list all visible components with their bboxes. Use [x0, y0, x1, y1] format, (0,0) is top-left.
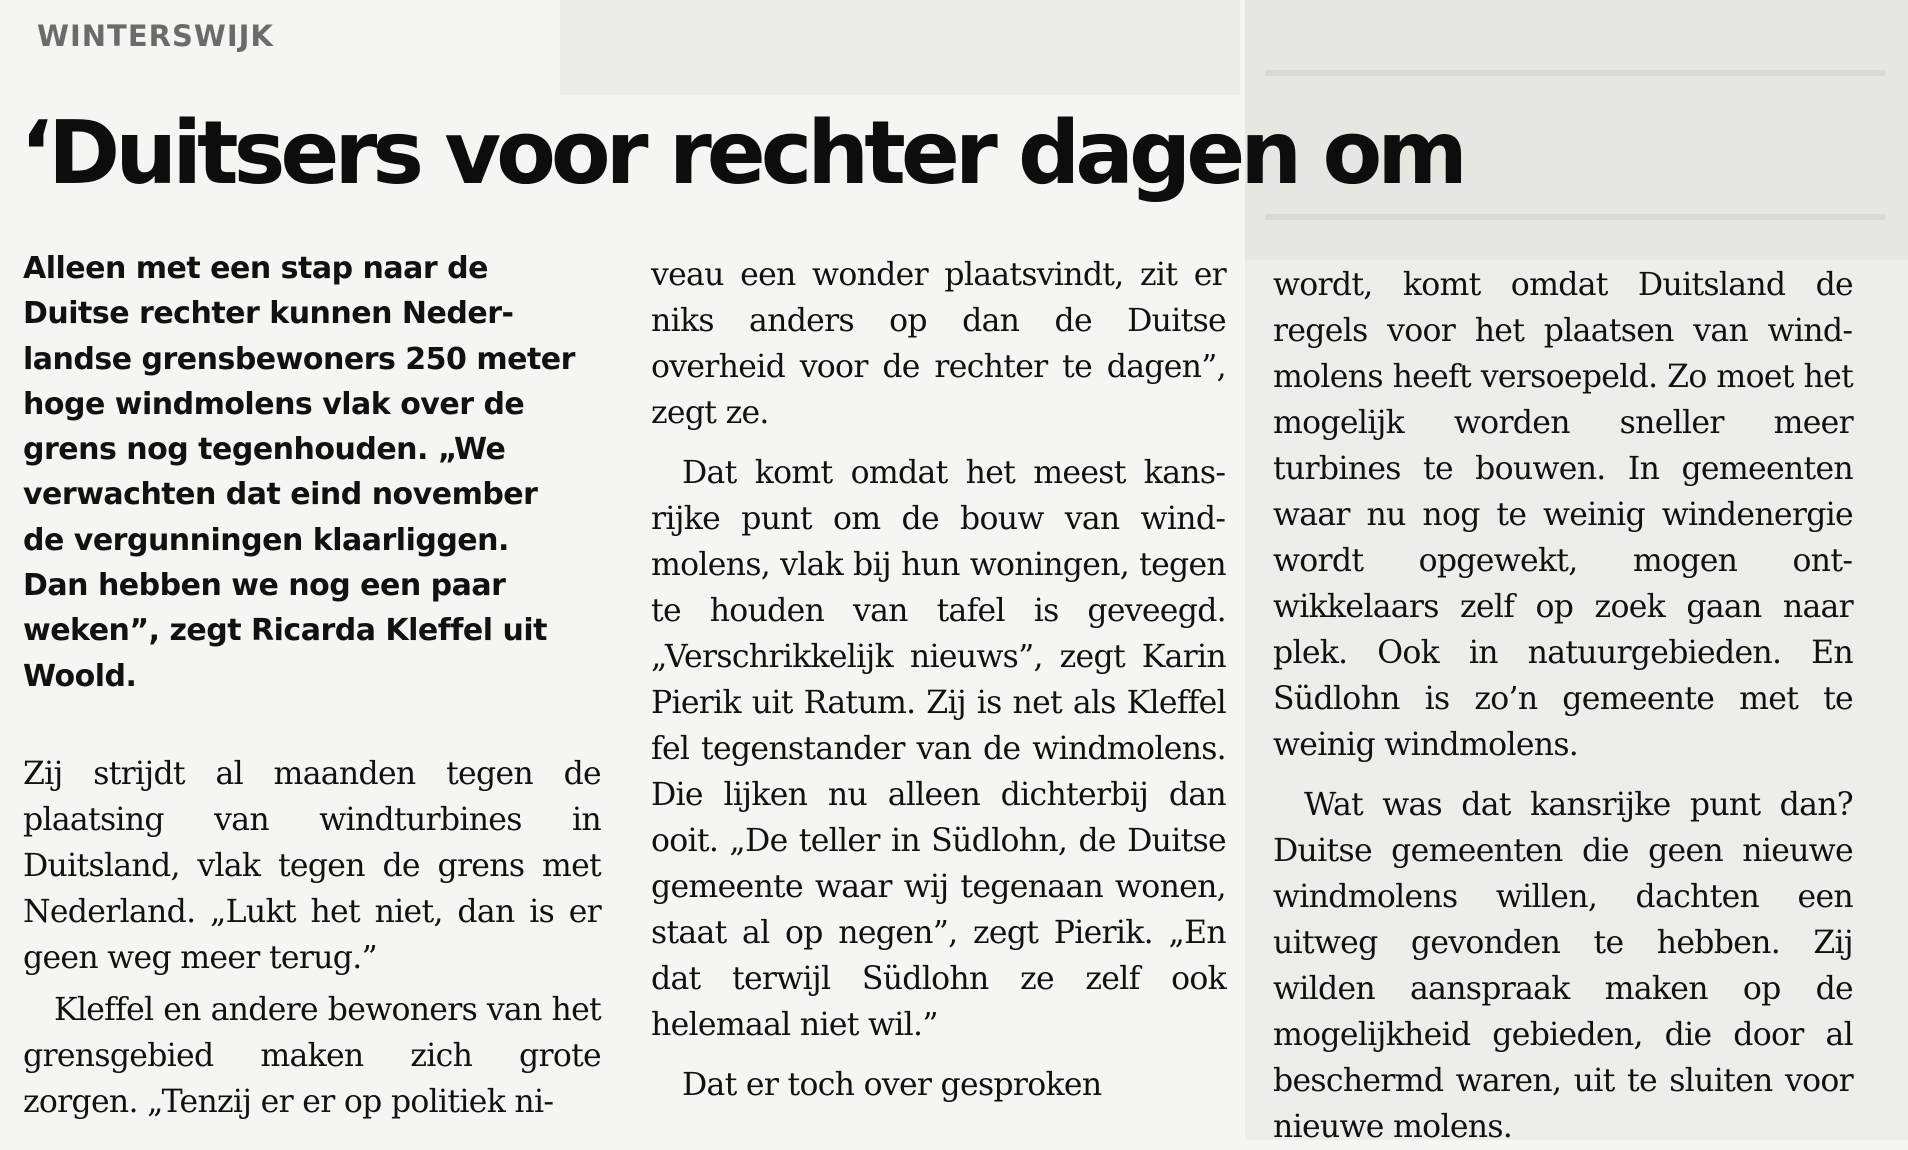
article-column-3 [1273, 262, 1853, 1150]
body-paragraph: Dat er toch over gesproken [682, 1067, 1102, 1103]
article-column-2 [651, 252, 1226, 1108]
body-paragraph: Dat komt omdat het meest kansrijke punt om de bouw van windmolens, vlak bij hun woningen, tegen te houden van tafel is geveegd. „Verschrikkelijk nieuws”, zegt Karin Pierik uit Ratum. Zij is net als Kleffel fel tegenstander van de windmolens. Die lijken nu alleen dichterbij dan ooit. „De teller in Südlohn, de Duitse gemeente waar wij tegenaan wonen, staat al op negen”, zegt Pierik. „En dat terwijl Südlohn ze zelf ook helemaal niet wil.” [651, 455, 1226, 1043]
intro-paragraph: Alleen met een stap naar de Duitse rechter kunnen Nederlandse grensbewoners 250 meter hoge windmolens vlak over de grens nog tegenhouden. „We verwachten dat eind november de vergunningen klaarliggen. Dan hebben we nog een paar weken”, zegt Ricarda Kleffel uit Woold. [23, 251, 575, 694]
body-paragraph: Zij strijdt al maanden tegen de plaatsing van windturbines in Duitsland, vlak tegen de grens met Nederland. „Lukt het niet, dan is er geen weg meer terug.” [23, 756, 601, 976]
body-paragraph: wordt, komt omdat Duitsland de regels voor het plaatsen van windmolens heeft versoepeld. Zo moet het mogelijk worden sneller meer turbines te bouwen. In gemeenten waar nu nog te weinig windenergie wordt opgewekt, mogen ontwikkelaars zelf op zoek gaan naar plek. Ook in natuurgebieden. En Südlohn is zo’n gemeente met te weinig windmolens. [1273, 267, 1853, 763]
body-paragraph: veau een wonder plaatsvindt, zit er niks anders op dan de Duitse overheid voor de rechter te dagen”, zegt ze. [651, 257, 1226, 431]
body-paragraph: Kleffel en andere bewoners van het grensgebied maken zich grote zorgen. „Tenzij er er op politiek ni- [23, 992, 601, 1120]
article-column-1 [23, 751, 601, 1125]
article-intro [23, 246, 579, 699]
article-headline: ‘Duitsers voor rechter dagen om [20, 102, 1463, 204]
scan-background-shade [560, 0, 1240, 95]
body-paragraph: Wat was dat kansrijke punt dan? Duitse gemeenten die geen nieuwe windmolens willen, dachten een uitweg gevonden te hebben. Zij wilden aanspraak maken op de mogelijkheid gebieden, die door al beschermd waren, uit te sluiten voor nieuwe molens. [1273, 787, 1853, 1145]
bleed-through-texture [1265, 70, 1885, 76]
bleed-through-texture [1265, 214, 1885, 220]
section-label: WINTERSWIJK [37, 19, 274, 53]
